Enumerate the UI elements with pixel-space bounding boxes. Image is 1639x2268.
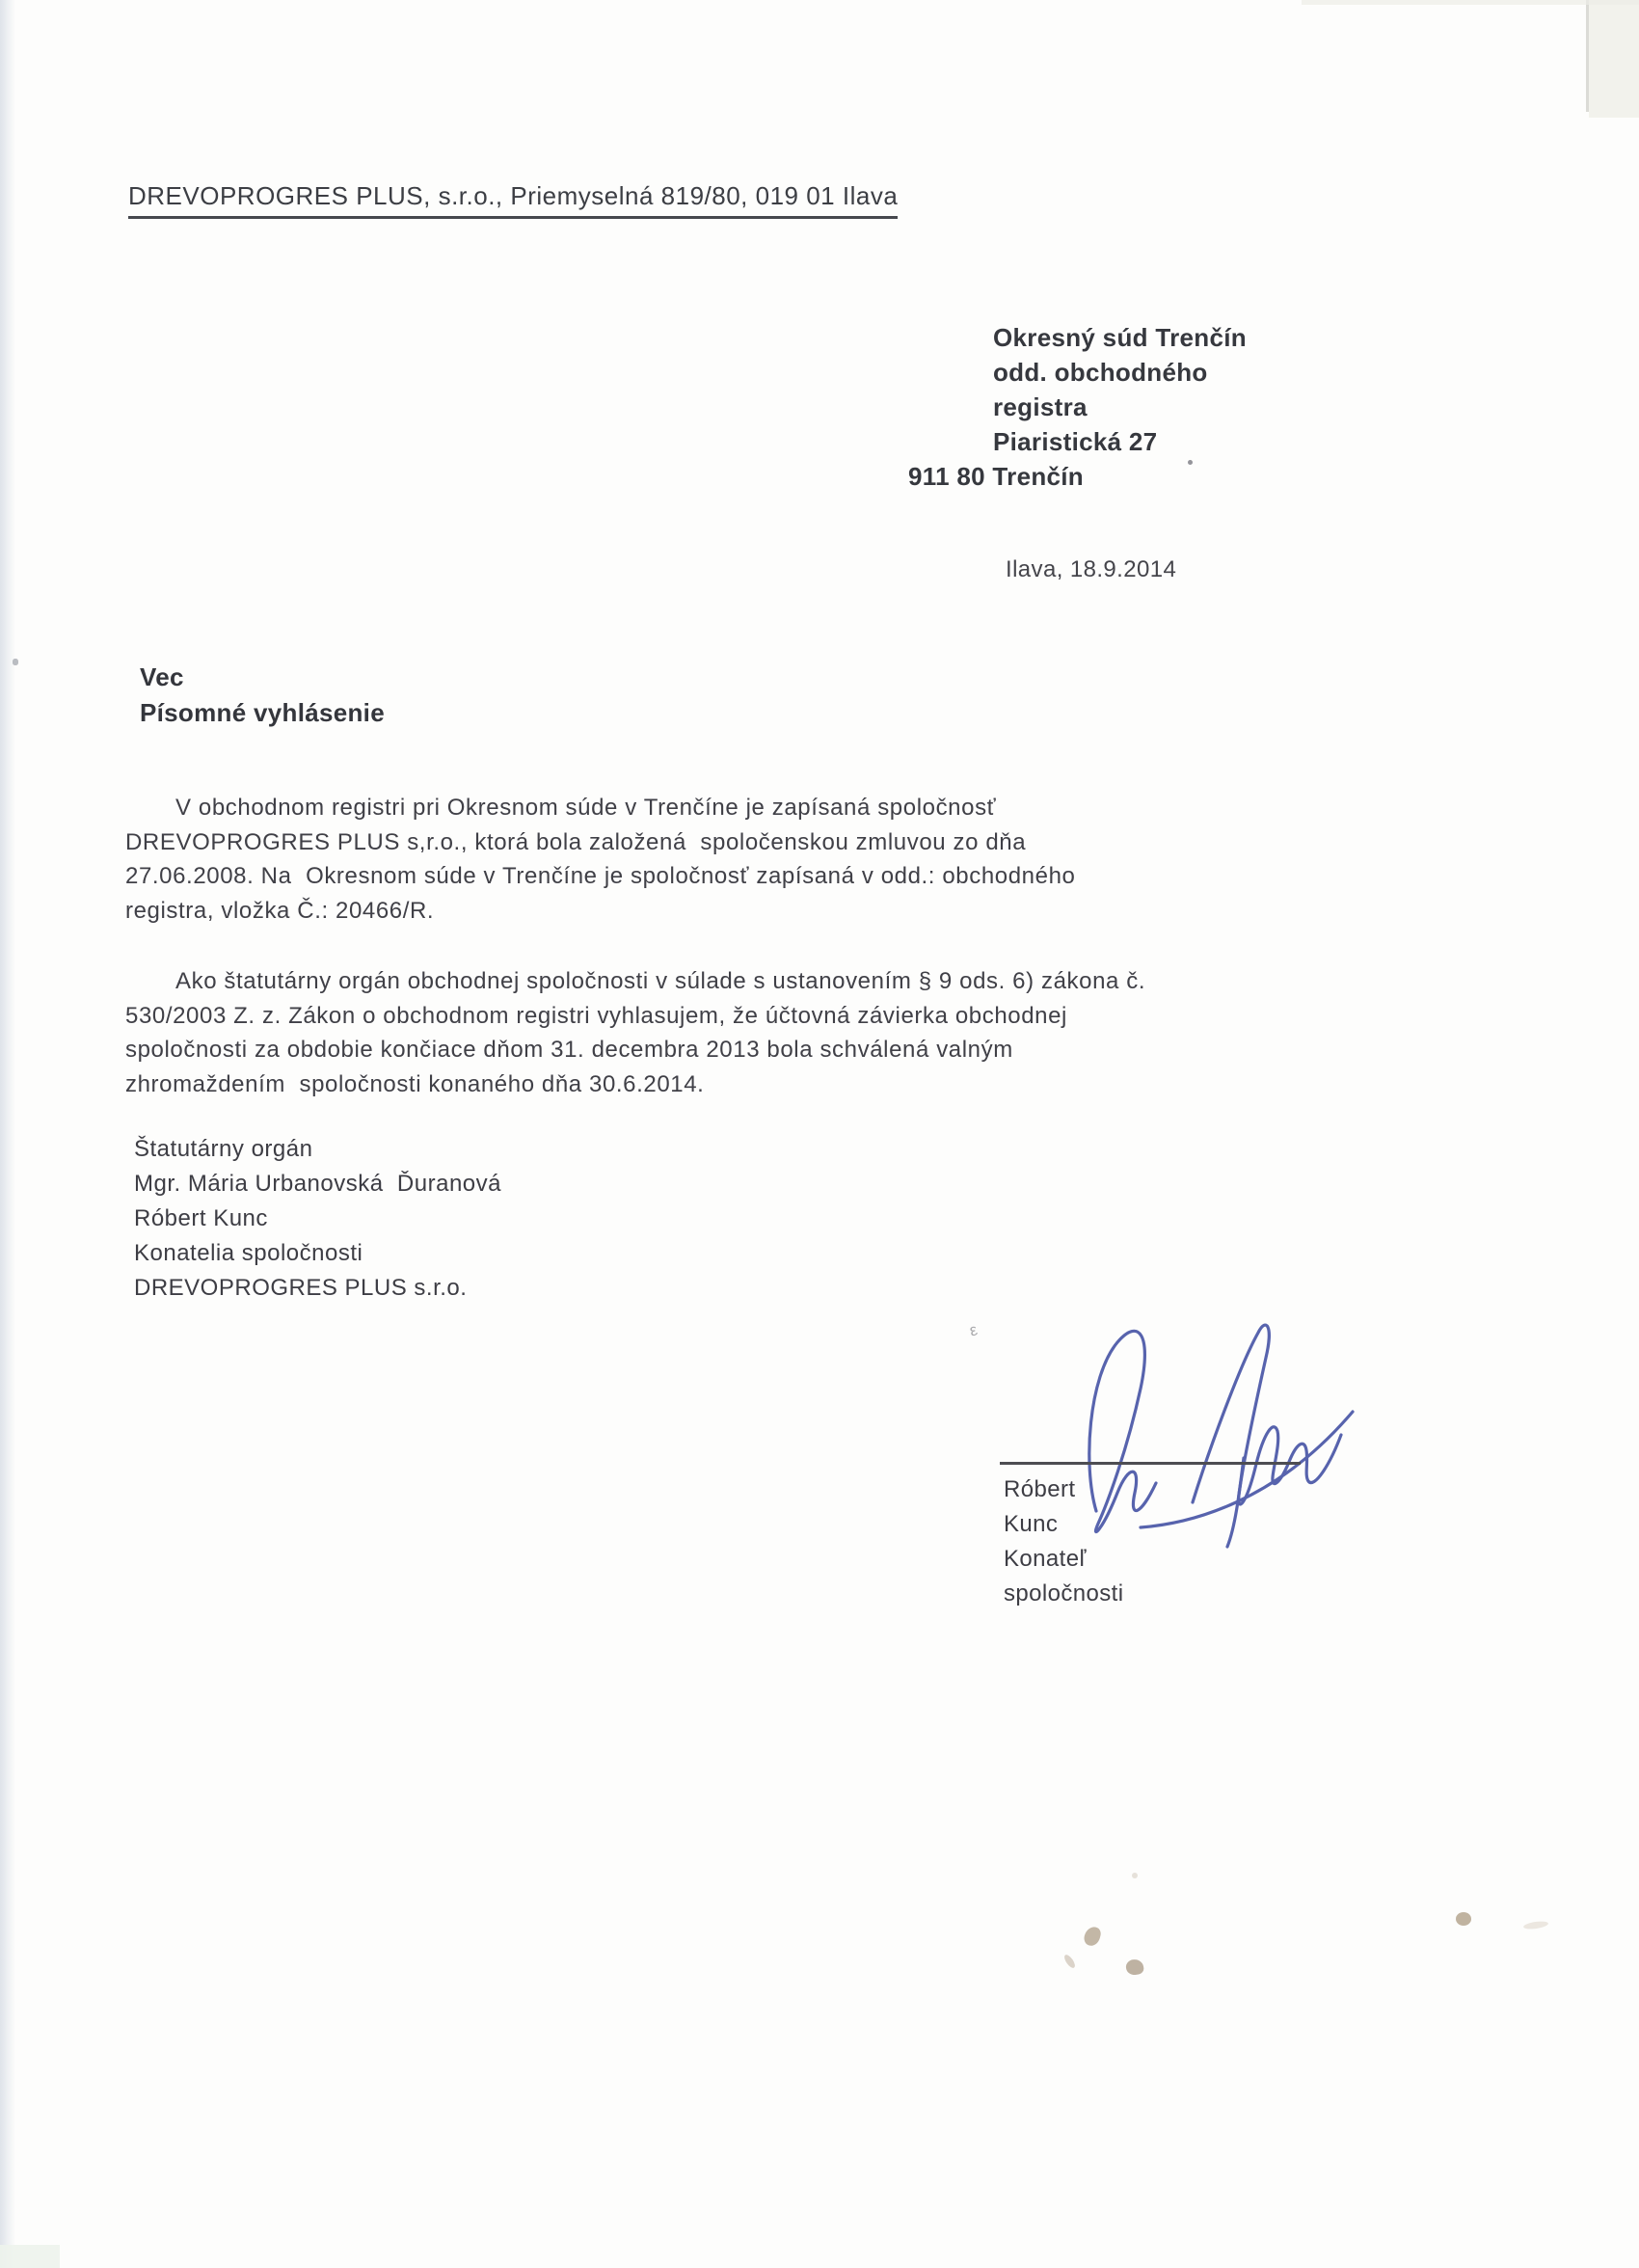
recipient-line: 911 80 Trenčín [908, 462, 1084, 491]
signer-title: Konateľ spoločnosti [1004, 1546, 1124, 1606]
date-line: Ilava, 18.9.2014 [1006, 556, 1177, 582]
scan-pen-mark: ε [967, 1320, 980, 1340]
signatory-line: Róbert Kunc [134, 1205, 268, 1231]
signer-name: Róbert Kunc [1004, 1476, 1083, 1537]
body-line: V obchodnom registri pri Okresnom súde v Trenčíne je zapísaná spoločnosť [175, 795, 997, 821]
scan-corner-shade [1589, 0, 1639, 118]
signatory-line: Konatelia spoločnosti [134, 1240, 363, 1266]
signatory-line: Mgr. Mária Urbanovská Ďuranová [134, 1171, 501, 1197]
sender-line: DREVOPROGRES PLUS, s.r.o., Priemyselná 819/80, 019 01 Ilava [128, 181, 898, 219]
scan-speck [1125, 1958, 1145, 1977]
recipient-line: odd. obchodného [993, 358, 1208, 387]
signatory-block [134, 1132, 501, 1306]
signatory-line: DREVOPROGRES PLUS s.r.o. [134, 1275, 468, 1301]
body-line: 27.06.2008. Na Okresnom súde v Trenčíne je spoločnosť zapísaná v odd.: obchodného [125, 863, 1076, 889]
body-paragraph-1 [125, 791, 1398, 928]
recipient-address [908, 320, 1247, 494]
subject-label: Vec [140, 662, 184, 691]
scan-edge-shadow [0, 0, 15, 2268]
scan-speck [1523, 1920, 1549, 1930]
signatory-line: Štatutárny orgán [134, 1136, 313, 1162]
scan-speck [1132, 1873, 1138, 1878]
subject-title: Písomné vyhlásenie [140, 698, 385, 727]
signature-line [1000, 1462, 1301, 1465]
recipient-line: Piaristická 27 [993, 427, 1158, 456]
scan-speck [1083, 1925, 1103, 1947]
body-paragraph-2 [125, 964, 1398, 1101]
scan-speck [13, 659, 18, 665]
body-line: registra, vložka Č.: 20466/R. [125, 897, 435, 924]
scan-speck [1456, 1912, 1471, 1926]
recipient-line: Okresný súd Trenčín [993, 323, 1247, 352]
body-line: DREVOPROGRES PLUS s,r.o., ktorá bola založená spoločenskou zmluvou zo dňa [125, 828, 1027, 855]
body-line: spoločnosti za obdobie končiace dňom 31. decembra 2013 bola schválená valným [125, 1037, 1013, 1063]
recipient-line: registra [993, 392, 1088, 421]
body-line: 530/2003 Z. z. Zákon o obchodnom registri vyhlasujem, že účtovná závierka obchodnej [125, 1002, 1067, 1029]
body-line: Ako štatutárny orgán obchodnej spoločnosti v súlade s ustanovením § 9 ods. 6) zákona č. [175, 968, 1146, 994]
sender-letterhead [128, 181, 898, 219]
scan-speck [1062, 1953, 1077, 1969]
scan-top-strip [1302, 0, 1639, 5]
body-line: zhromaždením spoločnosti konaného dňa 30.6.2014. [125, 1070, 705, 1097]
subject-block [140, 660, 385, 731]
scan-corner-line [1586, 0, 1589, 112]
scan-corner-tint [0, 2245, 60, 2268]
signature-caption [1004, 1472, 1123, 1611]
